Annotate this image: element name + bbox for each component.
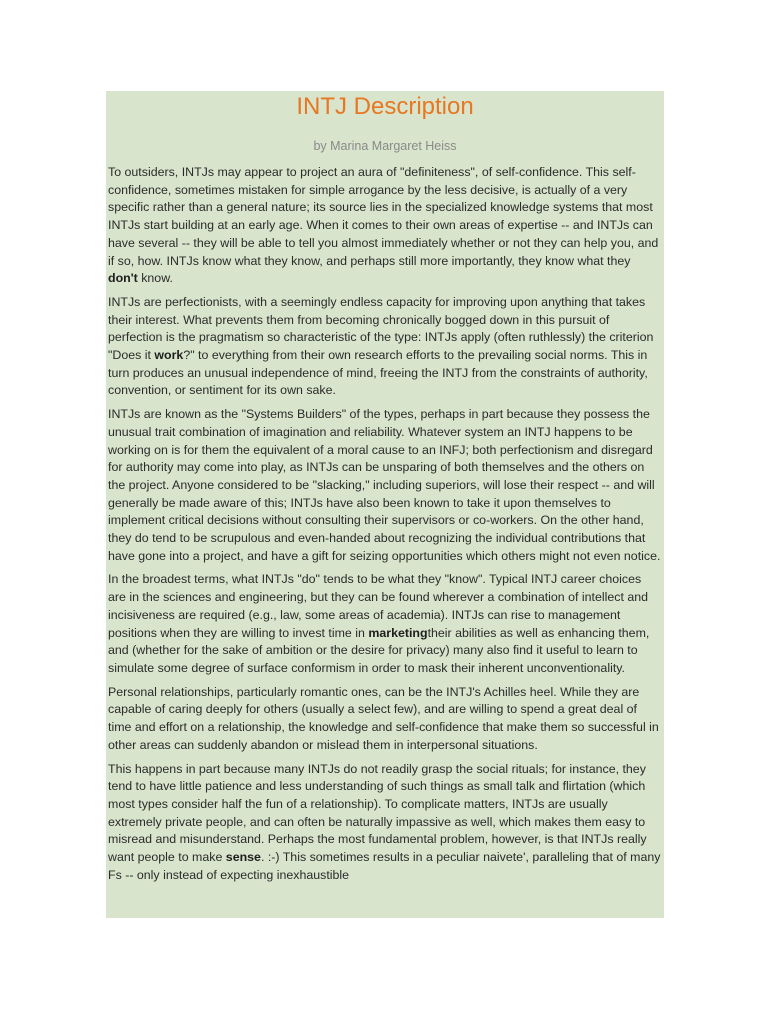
paragraph <box>108 684 662 755</box>
emphasis-text: marketing <box>368 625 428 640</box>
paragraph-text: Personal relationships, particularly romantic ones, can be the INTJ's Achilles heel. While they are capable of caring deeply for others (usually a select few), and are willing to spend a great deal of time and effort on a relationship, the knowledge and self-confidence that make them so successful in other areas can suddenly abandon or mislead them in interpersonal situations. <box>108 684 659 752</box>
paragraph <box>108 294 662 400</box>
paragraph-text: To outsiders, INTJs may appear to project an aura of "definiteness", of self-confidence. This self-confidence, sometimes mistaken for simple arrogance by the less decisive, is actually of a very specific rather than a general nature; its source lies in the specialized knowledge systems that most INTJs start building at an early age. When it comes to their own areas of expertise -- and INTJs can have several -- they will be able to tell you almost immediately whether or not they can help you, and if so, how. INTJs know what they know, and perhaps still more importantly, they know what they <box>108 165 659 268</box>
paragraph-text: INTJs are perfectionists, with a seemingly endless capacity for improving upon anything that takes their interest. What prevents them from becoming chronically bogged down in this pursuit of perfection is the pragmatism so characteristic of the type: INTJs apply (often ruthlessly) the criterion "Does it <box>108 294 654 363</box>
paragraph-text: This happens in part because many INTJs do not readily grasp the social rituals; for instance, they tend to have little patience and less understanding of such things as small talk and flirtation (which most types consider half the fun of a relationship). To complicate matters, INTJs are usually extremely private people, and can often be naturally impassive as well, which makes them easy to misread and misunderstand. Perhaps the most fundamental problem, however, is that INTJs really want people to make <box>108 761 647 865</box>
paragraph-text: INTJs are known as the "Systems Builders" of the types, perhaps in part because they possess the unusual trait combination of imagination and reliability. Whatever system an INTJ happens to be working on is for them the equivalent of a moral cause to an INFJ; both perfectionism and disregard for authority may come into play, as INTJs can be unsparing of both themselves and the others on the project. Anyone considered to be "slacking," including superiors, will lose their respect -- and will generally be made aware of this; INTJs have also been known to take it upon themselves to implement critical decisions without consulting their supervisors or co-workers. On the other hand, they do tend to be scrupulous and even-handed about recognizing the individual contributions that have gone into a project, and have a gift for seizing opportunities which others might not even notice. <box>108 407 661 563</box>
document-page <box>106 91 664 918</box>
paragraph-text: their abilities as well as enhancing them, and (whether for the sake of ambition or the desire for privacy) many also find it useful to learn to simulate some degree of surface conformism in order to mask their inherent unconventionality. <box>108 625 650 675</box>
paragraph <box>108 406 662 565</box>
emphasis-text: work <box>154 348 184 363</box>
paragraph-text: know. <box>137 271 173 286</box>
paragraph-text: In the broadest terms, what INTJs "do" tends to be what they "know". Typical INTJ career choices are in the sciences and engineering, but they can be found wherever a combination of intellect and incisiveness are required (e.g., law, some areas of academia). INTJs can rise to management positions when they are willing to invest time in <box>108 572 649 640</box>
document-title: INTJ Description <box>296 93 474 120</box>
emphasis-text: don't <box>108 271 138 286</box>
paragraph <box>108 761 662 885</box>
paragraph <box>108 571 662 677</box>
paragraph-text: ?" to everything from their own research efforts to the prevailing social norms. This in turn produces an unusual independence of mind, freeing the INTJ from the constraints of authority, convention, or sentiment for its own sake. <box>108 348 648 398</box>
document-body <box>106 164 664 884</box>
paragraph <box>108 164 662 288</box>
document-author: by Marina Margaret Heiss <box>313 139 457 153</box>
emphasis-text: sense <box>225 850 261 865</box>
paragraph-text: . :-) This sometimes results in a peculiar naivete', paralleling that of many Fs -- only instead of expecting inexhaustible <box>108 850 661 882</box>
